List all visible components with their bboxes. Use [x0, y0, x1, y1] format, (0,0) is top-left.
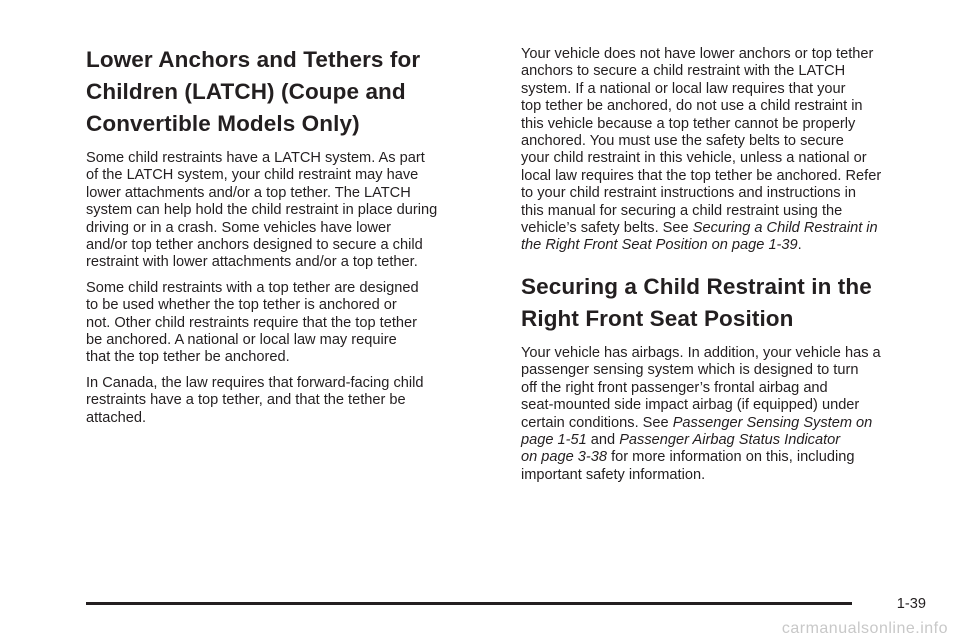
securing-restraint-reference: Securing a Child Restraint in the Right Front Seat Position on page 1-39 — [521, 220, 878, 254]
no-anchors-text: Your vehicle does not have lower anchors or top tether anchors to secure a child restraint with the LATCH system. If a national or local law requires that your top tether be anchored, do not use a child restraint in this vehicle because a top tether cannot be properly anchored. You must use the safety belts to secure your child restraint in this vehicle, unless a national or local law requires that the top tether be anchored. Refer to your child restraint instructions and instructions in this manual for securing a child restraint using the vehicle’s safety belts. See — [521, 46, 882, 237]
right-column — [521, 46, 931, 492]
airbags-text: Your vehicle has airbags. In addition, your vehicle has a passenger sensing system which is designed to turn off the right front passenger’s frontal airbag and seat-mounted side impact airbag (if equipped) under certain conditions. See — [521, 344, 881, 431]
no-anchors-end: . — [797, 237, 802, 254]
latch-heading: Lower Anchors and Tethers for Children (LATCH) (Coupe and Convertible Models Only) — [86, 47, 421, 136]
watermark: carmanualsonline.info — [781, 620, 948, 637]
latch-paragraph-1: Some child restraints have a LATCH system. As part of the LATCH system, your child restraint may have lower attachments and/or a top tether. The LATCH system can help hold the child restraint in place during driving or in a crash. Some vehicles have lower and/or top tether anchors designed to secure a child restraint with lower attachments and/or a top tether. — [86, 150, 438, 271]
left-column — [86, 44, 486, 435]
airbags-and: and — [586, 431, 620, 448]
latch-paragraph-3: In Canada, the law requires that forward-facing child restraints have a top tether, and that the tether be attached. — [86, 374, 424, 426]
page-number: 1-39 — [896, 596, 926, 612]
securing-restraint-heading: Securing a Child Restraint in the Right Front Seat Position — [521, 273, 872, 331]
no-anchors-paragraph — [521, 46, 931, 255]
airbags-end: for more information on this, including important safety information. — [521, 449, 855, 483]
airbags-paragraph — [521, 345, 931, 484]
latch-paragraph-2: Some child restraints with a top tether are designed to be used whether the top tether is anchored or not. Other child restraints require that the top tether be anchored. A national or local law may require that the top tether be anchored. — [86, 279, 419, 366]
passenger-sensing-reference: Passenger Sensing System on page 1-51 — [521, 414, 873, 448]
footer-rule — [86, 602, 852, 605]
airbag-status-reference: Passenger Airbag Status Indicator on page 3-38 — [521, 431, 841, 466]
